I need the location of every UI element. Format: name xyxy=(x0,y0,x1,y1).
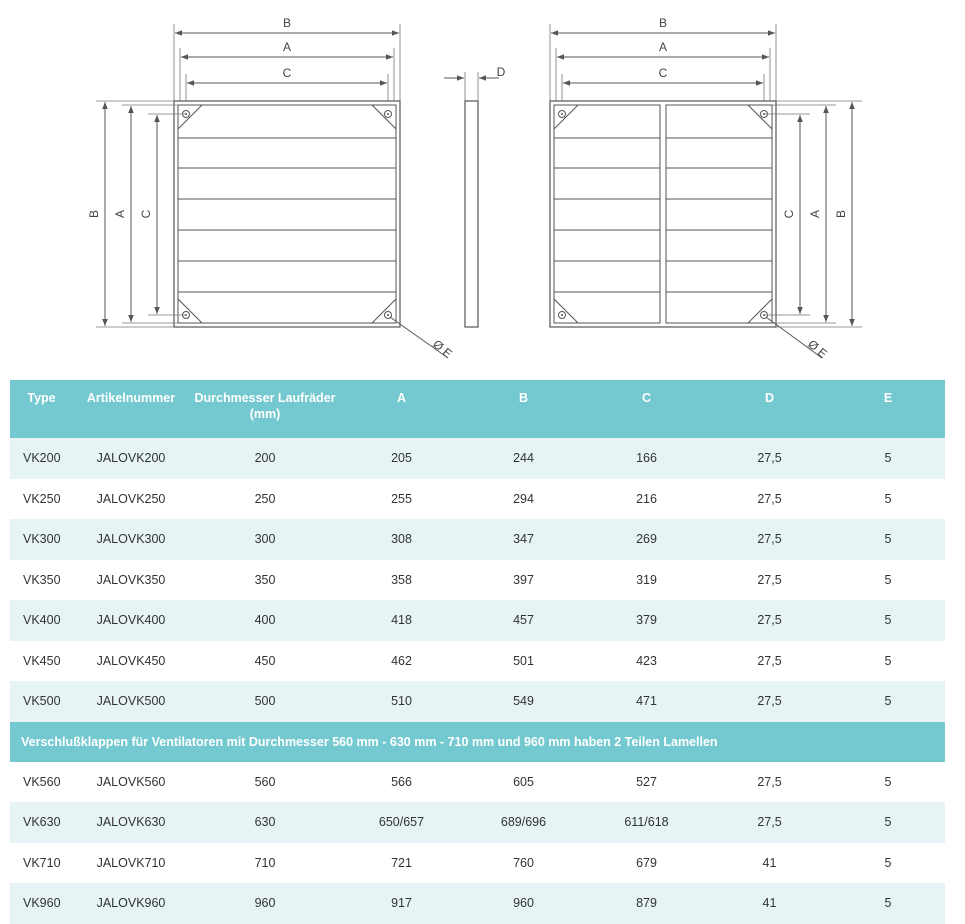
cell-diameter: 710 xyxy=(254,855,276,870)
cell-type: VK250 xyxy=(23,491,61,506)
cell-type: VK350 xyxy=(23,572,61,587)
cell-d: 27,5 xyxy=(708,438,831,479)
cell-d: 27,5 xyxy=(708,681,831,722)
cell-e: 5 xyxy=(884,491,892,506)
cell-e: 5 xyxy=(884,774,892,789)
cell-b: 294 xyxy=(513,491,534,506)
cell-diameter: 250 xyxy=(254,491,276,506)
note-row xyxy=(10,722,945,762)
cell-a: 917 xyxy=(341,883,462,924)
cell-diameter: 450 xyxy=(254,653,276,668)
cell-type: VK200 xyxy=(10,438,73,479)
col-header-diameter: Durchmesser Laufräder (mm) xyxy=(189,380,341,438)
cell-b: 397 xyxy=(513,572,534,587)
dim-b-label-top-left: B xyxy=(282,16,292,30)
cell-b: 960 xyxy=(462,883,585,924)
cell-type: VK960 xyxy=(10,883,73,924)
cell-d: 27,5 xyxy=(708,802,831,843)
cell-a: 566 xyxy=(391,774,412,789)
cell-e: 5 xyxy=(831,883,945,924)
table-row xyxy=(10,883,945,924)
cell-type: VK560 xyxy=(23,774,61,789)
cell-type: VK400 xyxy=(10,600,73,641)
dim-c-label-right: C xyxy=(782,209,796,219)
note-text: Verschlußklappen für Ventilatoren mit Durchmesser 560 mm - 630 mm - 710 mm und 960 mm haben 2 Teilen Lamellen xyxy=(10,722,945,762)
cell-c: 423 xyxy=(636,653,657,668)
cell-a: 650/657 xyxy=(341,802,462,843)
cell-d: 27,5 xyxy=(757,774,782,789)
cell-a: 205 xyxy=(341,438,462,479)
cell-d: 41 xyxy=(708,883,831,924)
cell-type: VK500 xyxy=(10,681,73,722)
front-view-double xyxy=(550,16,862,361)
cell-c: 269 xyxy=(585,519,708,560)
dim-c-label-left: C xyxy=(139,209,153,219)
cell-e: 5 xyxy=(831,600,945,641)
cell-e: 5 xyxy=(831,438,945,479)
cell-b: 501 xyxy=(513,653,534,668)
cell-b: 760 xyxy=(513,855,534,870)
cell-diameter: 630 xyxy=(189,802,341,843)
cell-article: JALOVK250 xyxy=(96,491,166,506)
cell-c: 527 xyxy=(636,774,657,789)
cell-c: 379 xyxy=(585,600,708,641)
cell-diameter: 400 xyxy=(189,600,341,641)
dim-a-label-top-right: A xyxy=(658,40,668,54)
cell-d: 27,5 xyxy=(708,519,831,560)
table-header-row xyxy=(10,380,945,438)
dim-c-label-top-right: C xyxy=(658,66,668,80)
dim-a-label-top-left: A xyxy=(282,40,292,54)
specs-table xyxy=(10,380,945,924)
cell-b: 244 xyxy=(462,438,585,479)
table-row xyxy=(10,560,945,601)
cell-c: 166 xyxy=(585,438,708,479)
cell-e: 5 xyxy=(884,653,892,668)
technical-drawing xyxy=(0,0,965,380)
cell-b: 549 xyxy=(462,681,585,722)
cell-diameter: 500 xyxy=(189,681,341,722)
cell-article: JALOVK630 xyxy=(73,802,189,843)
cell-a: 308 xyxy=(341,519,462,560)
cell-diameter: 350 xyxy=(254,572,276,587)
col-header-b: B xyxy=(462,380,585,438)
cell-c: 319 xyxy=(636,572,657,587)
col-header-d: D xyxy=(708,380,831,438)
cell-e: 5 xyxy=(831,519,945,560)
cell-a: 358 xyxy=(391,572,412,587)
cell-c: 216 xyxy=(636,491,657,506)
cell-a: 418 xyxy=(341,600,462,641)
cell-e: 5 xyxy=(884,572,892,587)
cell-article: JALOVK500 xyxy=(73,681,189,722)
cell-type: VK630 xyxy=(10,802,73,843)
cell-b: 457 xyxy=(462,600,585,641)
dim-b-label-top-right: B xyxy=(658,16,668,30)
cell-article: JALOVK710 xyxy=(96,855,166,870)
cell-c: 679 xyxy=(636,855,657,870)
cell-diameter: 560 xyxy=(254,774,276,789)
cell-diameter: 200 xyxy=(189,438,341,479)
table-row xyxy=(10,802,945,843)
dim-d-label: D xyxy=(496,65,506,79)
cell-b: 689/696 xyxy=(462,802,585,843)
cell-type: VK300 xyxy=(10,519,73,560)
cell-b: 605 xyxy=(513,774,534,789)
cell-type: VK450 xyxy=(23,653,61,668)
cell-diameter: 300 xyxy=(189,519,341,560)
table-row xyxy=(10,438,945,479)
cell-e: 5 xyxy=(831,681,945,722)
cell-a: 462 xyxy=(391,653,412,668)
cell-d: 27,5 xyxy=(757,491,782,506)
cell-article: JALOVK400 xyxy=(73,600,189,641)
cell-c: 879 xyxy=(585,883,708,924)
cell-d: 27,5 xyxy=(708,600,831,641)
cell-article: JALOVK200 xyxy=(73,438,189,479)
cell-b: 347 xyxy=(462,519,585,560)
cell-e: 5 xyxy=(884,855,892,870)
cell-d: 27,5 xyxy=(757,653,782,668)
cell-c: 611/618 xyxy=(585,802,708,843)
table-row xyxy=(10,843,945,884)
cell-e: 5 xyxy=(831,802,945,843)
col-header-a: A xyxy=(341,380,462,438)
table-row xyxy=(10,519,945,560)
cell-type: VK710 xyxy=(23,855,61,870)
cell-c: 471 xyxy=(585,681,708,722)
dim-b-label-left: B xyxy=(87,209,101,219)
cell-article: JALOVK300 xyxy=(73,519,189,560)
dim-e-label-left: Ø E xyxy=(430,336,455,361)
cell-d: 27,5 xyxy=(757,572,782,587)
dim-a-label-right: A xyxy=(808,209,822,219)
cell-diameter: 960 xyxy=(189,883,341,924)
table-row xyxy=(10,600,945,641)
front-view-single xyxy=(87,16,455,361)
cell-a: 721 xyxy=(391,855,412,870)
cell-article: JALOVK450 xyxy=(96,653,166,668)
col-header-type: Type xyxy=(10,380,73,438)
cell-article: JALOVK560 xyxy=(96,774,166,789)
dim-e-label-right: Ø E xyxy=(805,336,830,361)
cell-article: JALOVK350 xyxy=(96,572,166,587)
table-row xyxy=(10,641,945,682)
table-row xyxy=(10,479,945,520)
table-row xyxy=(10,762,945,803)
col-header-c: C xyxy=(585,380,708,438)
cell-a: 255 xyxy=(391,491,412,506)
cell-a: 510 xyxy=(341,681,462,722)
dim-b-label-right: B xyxy=(834,209,848,219)
dim-c-label-top-left: C xyxy=(282,66,292,80)
table-row xyxy=(10,681,945,722)
col-header-e: E xyxy=(831,380,945,438)
side-view xyxy=(444,65,506,327)
dim-a-label-left: A xyxy=(113,209,127,219)
col-header-article: Artikelnummer xyxy=(73,380,189,438)
cell-article: JALOVK960 xyxy=(73,883,189,924)
cell-d: 41 xyxy=(762,855,777,870)
